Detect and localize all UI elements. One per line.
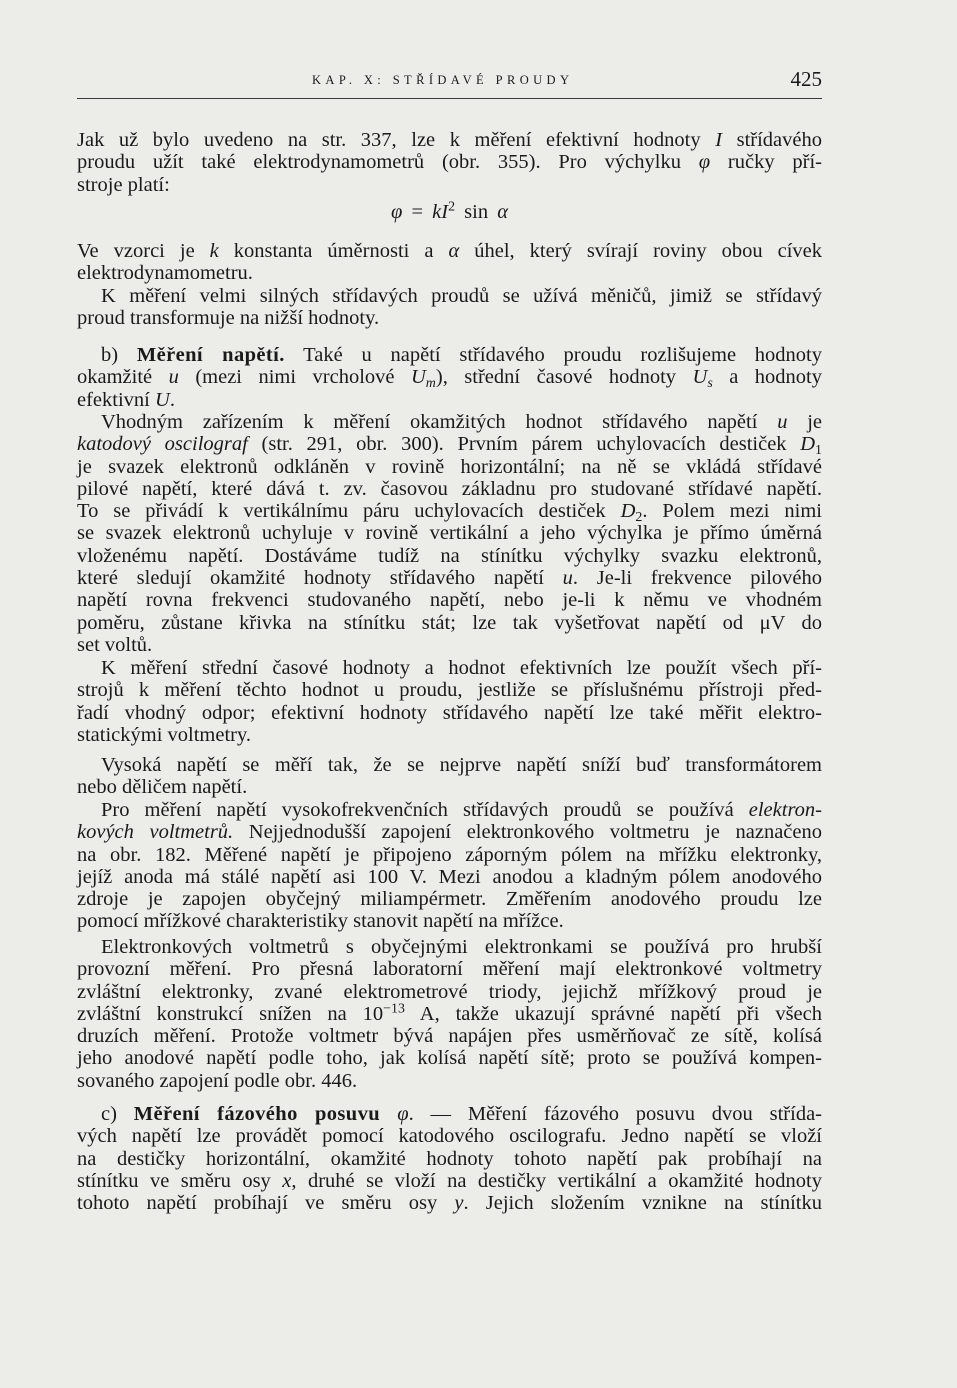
equation (77, 201, 822, 223)
text-run: . Jejich složením vznikne na stínítku (463, 1192, 822, 1215)
text-line: elektrodynamometru. (77, 262, 253, 285)
text-run: a hodnoty (712, 366, 822, 389)
text-line: je svazek elektronů odkláněn v rovině horizontální; na ně se vkládá střídavé (77, 455, 822, 478)
text-line: řadí vhodný odpor; efektivní hodnoty střídavého napětí lze také měřit elektro- (77, 701, 822, 724)
text-line: na obr. 182. Měřené napětí je připojeno záporným pólem na mřížku elektronky, (77, 843, 822, 866)
math-symbol: y (454, 1192, 464, 1215)
text-run: tohoto napětí probíhají ve směru osy (77, 1192, 455, 1215)
text-line: druzích měření. Protože voltmetr bývá napájen přes usměrňovač ze sítě, kolísá (77, 1025, 822, 1048)
text-line: poměru, zůstane křivka na stínítku stát; lze tak vyšetřovat napětí od μV do (77, 611, 822, 634)
text-line: se svazek elektronů uchyluje v rovině vertikální a jeho výchylka je přímo úměrná (77, 522, 822, 545)
math-symbol: U (692, 366, 708, 389)
emphasized-term: katodový oscilograf (77, 433, 248, 456)
text-line (77, 1192, 822, 1214)
text-line: statickými voltmetry. (77, 723, 252, 746)
text-line (77, 433, 822, 459)
math-function: sin (455, 201, 498, 223)
text-run: proudu užít také elektrodynamometrů (obr. 355). Pro výchylku (77, 151, 699, 174)
math-symbol: φ (698, 151, 711, 174)
math-symbol: kI (432, 201, 449, 223)
math-exponent: 2 (448, 199, 456, 215)
text-run: stínítku ve směru osy (77, 1169, 283, 1192)
math-symbol: k (209, 240, 219, 262)
paragraph (77, 1103, 822, 1214)
text-line: stroje platí: (77, 173, 170, 196)
text-run: Také u napětí střídavého proudu rozlišujeme hodnoty (284, 344, 823, 366)
text-line: zdroje je zapojen obyčejný miliampérmetr. Změřením anodového proudu lze (77, 888, 822, 911)
text-run: střídavého (722, 129, 822, 151)
text-run: které sledují okamžité hodnoty střídavého napětí (77, 567, 563, 590)
math-symbol: D (620, 500, 636, 523)
text-line: pomocí mřížkové charakteristiky stanovit napětí na mřížce. (77, 910, 564, 933)
paragraph (77, 129, 822, 196)
text-run: Vhodným zařízením k měření okamžitých hodnot střídavého napětí (101, 411, 778, 433)
text-run: Jak už bylo uvedeno na str. 337, lze k měření efektivní hodnoty (77, 129, 716, 151)
text-run: A, takže ukazují správné napětí při všech (404, 1002, 823, 1025)
math-symbol: φ (397, 1103, 409, 1125)
text-line (77, 500, 822, 526)
section-heading: Měření fázového posuvu (133, 1103, 398, 1125)
math-symbol: u (562, 567, 573, 590)
text-line: K měření střední časové hodnoty a hodnot efektivních lze použít všech pří- (101, 657, 822, 679)
text-line (77, 151, 822, 173)
text-run: ), střední časové hodnoty (435, 366, 693, 389)
math-subscript: 1 (815, 443, 822, 459)
math-symbol: u (168, 366, 179, 389)
page-number: 425 (790, 67, 822, 91)
text-run: Nejjednodušší zapojení elektronkového voltmetru je naznačeno (233, 821, 822, 844)
text-line: jejíž anoda má stálé napětí asi 100 V. Mezi anodou a kladným pólem anodového (77, 865, 822, 888)
math-symbol: α (497, 201, 508, 223)
text-line: Vysoká napětí se měří tak, že se nejprve napětí sníží buď transformátorem (101, 754, 822, 776)
text-line: napětí rovna frekvenci studovaného napětí, nebo je-li k němu ve vhodném (77, 589, 822, 612)
text-run: Pro měření napětí vysokofrekvenčních střídavých proudů se používá (101, 799, 749, 821)
header-rule (77, 98, 822, 99)
text-run: . (169, 388, 175, 411)
text-run: okamžité (77, 366, 169, 389)
paragraph (77, 344, 822, 411)
paragraph (77, 285, 822, 330)
text-line: na destičky horizontální, okamžité hodnoty tohoto napětí pak probíhají na (77, 1147, 822, 1170)
text-line: Elektronkových voltmetrů s obyčejnými elektronkami se používá pro hrubší (101, 936, 822, 958)
text-line (77, 1170, 822, 1192)
text-line: jeho anodové napětí podle toho, jak kolísá napětí sítě; proto se používá kompen- (77, 1047, 822, 1070)
text-run: konstanta úměrnosti a (218, 240, 449, 262)
text-line (77, 821, 822, 843)
text-line (77, 129, 822, 151)
math-symbol: x (282, 1169, 292, 1192)
text-line: K měření velmi silných střídavých proudů se užívá měničů, jimiž se střídavý (101, 285, 822, 307)
paragraph (77, 411, 822, 656)
running-title: KAP. X: STŘÍDAVÉ PROUDY (312, 73, 574, 87)
emphasized-term: kových voltmetrů. (77, 821, 234, 844)
math-symbol: α (448, 240, 460, 262)
math-symbol: U (410, 366, 426, 389)
text-run: . Je-li frekvence pilového (572, 567, 822, 590)
text-line: provozní měření. Pro přesná laboratorní měření mají elektronkové voltmetry (77, 958, 822, 981)
math-subscript: 2 (635, 510, 643, 526)
paragraph (77, 799, 822, 933)
paragraph (77, 657, 822, 746)
math-symbol: u (777, 411, 788, 433)
paragraph (77, 754, 822, 799)
math-exponent: −13 (383, 1001, 405, 1017)
text-run: , druhé se vloží na destičky vertikální a okamžité hodnoty (291, 1169, 822, 1192)
text-line (77, 411, 822, 433)
text-line (77, 366, 822, 392)
text-line (77, 240, 822, 262)
text-run: úhel, který svírají roviny obou cívek (459, 240, 822, 262)
text-run: . — Měření fázového posuvu dvou střída- (408, 1103, 822, 1125)
text-line: vých napětí lze provádět pomocí katodového oscilografu. Jedno napětí se vloží (77, 1125, 822, 1148)
text-run: ručky pří- (710, 151, 823, 174)
text-run: (str. 291, obr. 300). Prvním párem uchylovacích destiček (247, 433, 801, 456)
math-symbol: U (155, 388, 170, 411)
text-line (77, 1003, 822, 1025)
text-run: Ve vzorci je (77, 240, 210, 262)
text-line (77, 1103, 822, 1125)
emphasized-term: elektron- (748, 799, 822, 821)
math-subscript: m (425, 376, 436, 392)
text-line: proud transformuje na nižší hodnoty. (77, 307, 380, 330)
text-line (77, 344, 822, 366)
paragraph (77, 936, 822, 1092)
text-run: c) (101, 1103, 134, 1125)
math-subscript: s (707, 376, 713, 392)
text-line (77, 567, 822, 589)
math-symbol: I (715, 129, 723, 151)
text-line: sovaného zapojení podle obr. 446. (77, 1069, 358, 1092)
text-run: zvláštní konstrukcí snížen na 10 (77, 1002, 384, 1025)
text-run: . Polem mezi nimi (642, 500, 822, 523)
text-line (77, 389, 822, 411)
math-symbol: D (800, 433, 816, 456)
math-symbol: φ (390, 201, 403, 223)
text-run: b) (101, 344, 137, 366)
text-line: pilové napětí, které dává t. zv. časovou základnu pro studované střídavé napětí. (77, 477, 822, 500)
section-heading: Měření napětí. (136, 344, 285, 366)
text-line: zvláštní elektronky, zvané elektrometrové triody, jejichž mřížkový proud je (77, 980, 822, 1003)
text-line: nebo děličem napětí. (77, 776, 248, 799)
text-run: (mezi nimi vrcholové (178, 366, 411, 389)
text-run: efektivní (77, 388, 155, 411)
text-line: vloženému napětí. Dostáváme tudíž na stínítku výchylky svazku elektronů, (77, 544, 822, 567)
text-line: set voltů. (77, 633, 153, 656)
text-run: To se přivádí k vertikálnímu páru uchylovacích destiček (77, 500, 621, 523)
text-line (77, 799, 822, 821)
text-run: je (787, 411, 822, 433)
text-line: strojů k měření těchto hodnot u proudu, jestliže se příslušnému přístroji před- (77, 679, 822, 702)
paragraph (77, 240, 822, 285)
math-operator: = (402, 201, 433, 223)
